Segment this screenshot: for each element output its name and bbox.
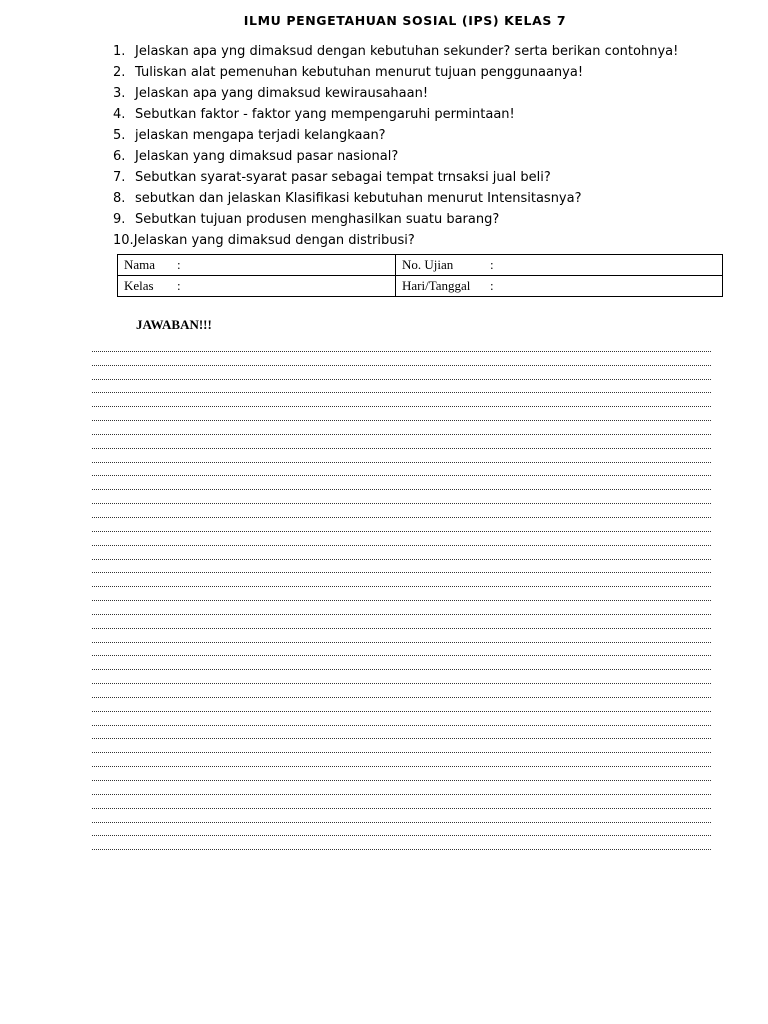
question-number: 9. — [113, 212, 126, 227]
no-ujian-cell[interactable] — [396, 255, 723, 276]
hari-tanggal-colon: : — [490, 278, 494, 293]
answer-line[interactable] — [92, 366, 711, 380]
question-number: 3. — [113, 86, 126, 101]
answer-line[interactable] — [92, 823, 711, 837]
answer-line[interactable] — [92, 809, 711, 823]
answer-line[interactable] — [92, 449, 711, 463]
answer-line[interactable] — [92, 546, 711, 560]
kelas-colon: : — [177, 278, 181, 293]
answer-line[interactable] — [92, 518, 711, 532]
answer-line[interactable] — [92, 393, 711, 407]
answer-line[interactable] — [92, 629, 711, 643]
worksheet-title: ILMU PENGETAHUAN SOSIAL (IPS) KELAS 7 — [243, 13, 567, 28]
answer-line[interactable] — [92, 338, 711, 352]
question-number: 7. — [113, 170, 126, 185]
answer-line[interactable] — [92, 767, 711, 781]
answer-line[interactable] — [92, 573, 711, 587]
answer-line[interactable] — [92, 587, 711, 601]
answer-line[interactable] — [92, 601, 711, 615]
answer-line[interactable] — [92, 753, 711, 767]
answer-line[interactable] — [92, 698, 711, 712]
question-item — [113, 209, 678, 230]
question-item — [113, 62, 678, 83]
question-item — [113, 83, 678, 104]
question-item — [113, 167, 678, 188]
table-row — [118, 255, 723, 276]
question-item — [113, 41, 678, 62]
answer-line[interactable] — [92, 726, 711, 740]
question-number: 8. — [113, 191, 126, 206]
answer-line[interactable] — [92, 836, 711, 850]
answer-line[interactable] — [92, 532, 711, 546]
no-ujian-label: No. Ujian — [402, 257, 454, 272]
hari-tanggal-cell[interactable] — [396, 276, 723, 297]
question-text: Jelaskan yang dimaksud dengan distribusi? — [133, 233, 415, 248]
answer-line[interactable] — [92, 560, 711, 574]
question-number: 1. — [113, 44, 126, 59]
answer-line[interactable] — [92, 463, 711, 477]
answer-line[interactable] — [92, 435, 711, 449]
answer-line[interactable] — [92, 615, 711, 629]
answer-line[interactable] — [92, 476, 711, 490]
answer-line[interactable] — [92, 795, 711, 809]
question-text: Sebutkan syarat-syarat pasar sebagai tempat trnsaksi jual beli? — [135, 170, 551, 185]
question-number: 6. — [113, 149, 126, 164]
question-text: Jelaskan apa yang dimaksud kewirausahaan! — [135, 86, 429, 101]
question-item — [113, 230, 678, 251]
answer-line[interactable] — [92, 684, 711, 698]
kelas-cell[interactable] — [118, 276, 396, 297]
question-item — [113, 188, 678, 209]
answer-line[interactable] — [92, 670, 711, 684]
question-text: Jelaskan yang dimaksud pasar nasional? — [135, 149, 399, 164]
question-text: Sebutkan faktor - faktor yang mempengaruhi permintaan! — [135, 107, 515, 122]
question-number: 4. — [113, 107, 126, 122]
answer-lines-area[interactable] — [92, 338, 711, 850]
question-text: Jelaskan apa yng dimaksud dengan kebutuhan sekunder? serta berikan contohnya! — [135, 44, 679, 59]
nama-colon: : — [177, 257, 181, 272]
answer-line[interactable] — [92, 421, 711, 435]
answer-line[interactable] — [92, 781, 711, 795]
answer-line[interactable] — [92, 504, 711, 518]
question-text: Tuliskan alat pemenuhan kebutuhan menurut tujuan penggunaanya! — [135, 65, 584, 80]
question-number: 10. — [113, 233, 134, 248]
kelas-label: Kelas — [124, 278, 154, 293]
answer-line[interactable] — [92, 407, 711, 421]
question-text: jelaskan mengapa terjadi kelangkaan? — [135, 128, 386, 143]
question-item — [113, 104, 678, 125]
question-number: 2. — [113, 65, 126, 80]
question-text: Sebutkan tujuan produsen menghasilkan suatu barang? — [135, 212, 500, 227]
nama-label: Nama — [124, 257, 156, 272]
hari-tanggal-label: Hari/Tanggal — [402, 278, 471, 293]
answer-line[interactable] — [92, 380, 711, 394]
question-number: 5. — [113, 128, 126, 143]
jawaban-heading: JAWABAN!!! — [136, 317, 212, 332]
question-list — [113, 41, 678, 251]
answer-line[interactable] — [92, 656, 711, 670]
answer-line[interactable] — [92, 643, 711, 657]
nama-cell[interactable] — [118, 255, 396, 276]
student-info-table — [117, 254, 723, 297]
question-text: sebutkan dan jelaskan Klasifikasi kebutuhan menurut Intensitasnya? — [135, 191, 582, 206]
answer-line[interactable] — [92, 490, 711, 504]
question-item — [113, 146, 678, 167]
question-item — [113, 125, 678, 146]
no-ujian-colon: : — [490, 257, 494, 272]
answer-line[interactable] — [92, 712, 711, 726]
answer-line[interactable] — [92, 352, 711, 366]
table-row — [118, 276, 723, 297]
answer-line[interactable] — [92, 739, 711, 753]
